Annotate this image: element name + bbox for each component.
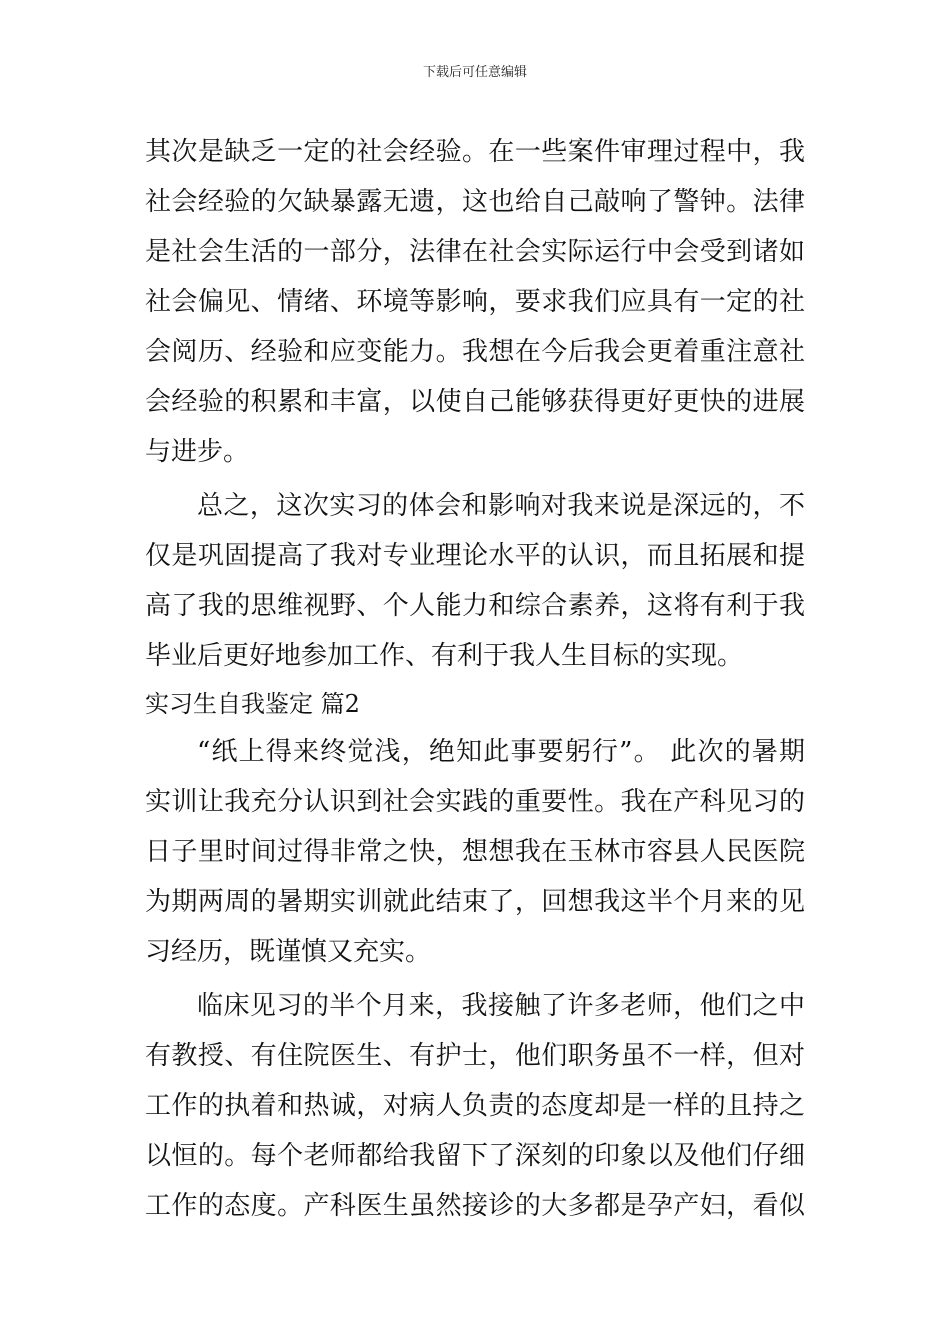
page-header: 下载后可任意编辑 [422,65,527,80]
text-line: 会阅历、经验和应变能力。我想在今后我会更着重注意社 [145,337,805,367]
paragraph-clinical-practice [145,981,805,1231]
text-line: 高了我的思维视野、个人能力和综合素养，这将有利于我 [145,591,805,621]
text-line: 以恒的。每个老师都给我留下了深刻的印象以及他们仔细 [145,1141,805,1171]
text-line: 其次是缺乏一定的社会经验。在一些案件审理过程中，我 [145,137,805,167]
paragraph-social-experience [145,127,805,477]
text-line: 日子里时间过得非常之快，想想我在玉林市容县人民医院 [145,837,805,867]
text-line: 工作的执着和热诚，对病人负责的态度却是一样的且持之 [145,1091,805,1121]
text-line: 是社会生活的一部分，法律在社会实际运行中会受到诸如 [145,237,805,267]
text-line: 工作的态度。产科医生虽然接诊的大多都是孕产妇，看似 [145,1191,805,1221]
text-line: 为期两周的暑期实训就此结束了，回想我这半个月来的见 [145,887,805,917]
text-line: 社会偏见、情绪、环境等影响，要求我们应具有一定的社 [145,287,805,317]
text-line: “纸上得来终觉浅，绝知此事要躬行”。 此次的暑期 [197,737,805,767]
text-line: 与进步。 [145,437,250,467]
text-line: 有教授、有住院医生、有护士，他们职务虽不一样，但对 [145,1041,805,1071]
text-line: 实训让我充分认识到社会实践的重要性。我在产科见习的 [145,787,805,817]
paragraph-summer-training [145,727,805,977]
paragraph-summary [145,481,805,681]
text-line: 毕业后更好地参加工作、有利于我人生目标的实现。 [145,641,744,671]
text-line: 会经验的积累和丰富，以使自己能够获得更好更快的进展 [145,387,805,417]
text-line: 总之，这次实习的体会和影响对我来说是深远的，不 [197,491,805,521]
text-line: 仅是巩固提高了我对专业理论水平的认识，而且拓展和提 [145,541,805,571]
document-body [145,127,805,1231]
text-line: 临床见习的半个月来，我接触了许多老师，他们之中 [197,991,805,1021]
text-line: 社会经验的欠缺暴露无遗，这也给自己敲响了警钟。法律 [145,187,805,217]
section-title: 实习生自我鉴定 篇2 [145,690,360,718]
text-line: 习经历，既谨慎又充实。 [145,937,432,967]
